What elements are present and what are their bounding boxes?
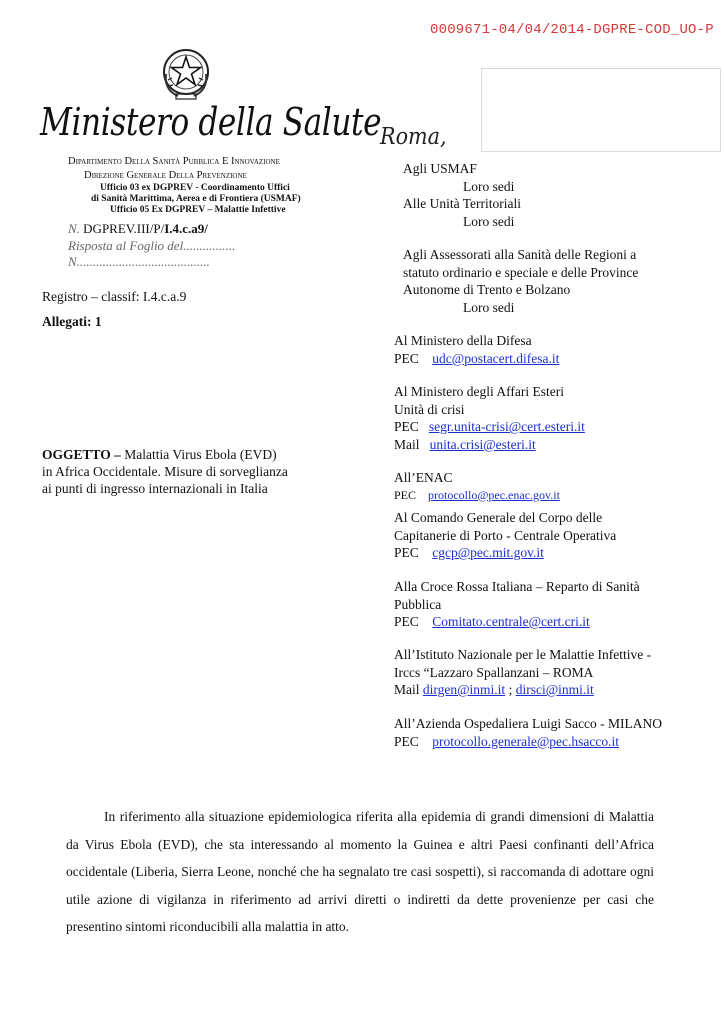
porto-line-1: Al Comando Generale del Corpo delle	[394, 510, 603, 525]
cri-line-2: Pubblica	[394, 596, 442, 612]
sacco-pec-label: PEC	[394, 733, 419, 749]
recipients-group-2	[403, 246, 703, 316]
recipient-enac	[394, 469, 714, 504]
esteri-pec-label: PEC	[394, 419, 419, 434]
ref-n-value: DGPREV.III/P/	[83, 221, 165, 236]
attachments: Allegati: 1	[42, 314, 102, 329]
office-line-3: Ufficio 05 Ex DGPREV – Malattie Infettive	[110, 205, 286, 215]
esteri-name: Al Ministero degli Affari Esteri	[394, 384, 564, 399]
ref-n2-label: N.	[68, 254, 80, 269]
enac-name: All’ENAC	[394, 470, 453, 485]
subject-label: OGGETTO –	[42, 447, 121, 462]
recipient-usmaf: Agli USMAF	[403, 161, 477, 176]
esteri-pec-link[interactable]: segr.unita-crisi@cert.esteri.it	[428, 419, 585, 434]
esteri-mail-label: Mail	[394, 436, 420, 452]
recipient-esteri	[394, 383, 714, 453]
city-date: Roma,	[380, 124, 447, 150]
porto-pec-link[interactable]: cgcp@pec.mit.gov.it	[432, 545, 544, 560]
recipients-group-1	[403, 160, 703, 230]
subject-line-2: in Africa Occidentale. Misure di sorveglianza	[42, 464, 288, 479]
porto-line-2: Capitanerie di Porto - Centrale Operativa	[394, 527, 617, 543]
enac-pec-link[interactable]: protocollo@pec.enac.gov.it	[428, 487, 560, 502]
recipient-cri	[394, 578, 714, 631]
protocol-number: 0009671-04/04/2014-DGPRE-COD_UO-P	[430, 22, 714, 38]
inmi-mail-link-2[interactable]: dirsci@inmi.it	[515, 682, 594, 697]
subject	[42, 446, 288, 497]
recipient-assessorati-sedi: Loro sedi	[463, 299, 515, 315]
recipient-assessorati-3: Autonome di Trento e Bolzano	[403, 282, 571, 297]
difesa-pec-link[interactable]: udc@postacert.difesa.it	[432, 350, 560, 366]
ref-n-label: N.	[68, 221, 80, 236]
ref-n-value-bold: I.4.c.a9/	[164, 221, 208, 236]
reference-number	[68, 221, 208, 237]
body-paragraph: In riferimento alla situazione epidemiologica riferita alla epidemia di grandi dimensioni di Malattia da Virus Ebola (EVD), che sta interessando al momento la Guinea e altri Paesi confinanti dell’Africa occidentale (Liberia, Sierra Leone, nonché che ha segnalato tre casi sospetti), si raccomanda di adottare ogni utile azione di vigilanza in riferimento ad arrivi diretti o indiretti da dette provenienze per casi che presentino sintomi riconducibili alla malattia in atto.	[66, 809, 654, 935]
recipient-assessorati-2: statuto ordinario e speciale e delle Province	[403, 264, 639, 280]
directorate: Direzione Generale Della Prevenzione	[84, 170, 247, 181]
recipient-assessorati-1: Agli Assessorati alla Sanità delle Regioni a	[403, 247, 637, 262]
inmi-mail-link-1[interactable]: dirgen@inmi.it	[422, 682, 506, 697]
cri-line-1: Alla Croce Rossa Italiana – Reparto di Sanità	[394, 579, 640, 594]
ref-n2-dots: ........................................	[79, 254, 210, 269]
reply-reference	[68, 238, 235, 254]
recipient-sacco	[394, 715, 714, 750]
difesa-pec-label: PEC	[394, 350, 419, 366]
reply-dots: ................	[183, 238, 236, 253]
porto-pec-label: PEC	[394, 545, 419, 560]
cri-pec-label: PEC	[394, 614, 419, 629]
recipient-porto	[394, 509, 714, 562]
recipient-inmi	[394, 646, 714, 699]
reply-label: Risposta al Foglio del	[68, 238, 184, 253]
enac-pec-label: PEC	[394, 487, 417, 502]
reply-number	[68, 254, 210, 270]
recipient-difesa	[394, 332, 714, 367]
esteri-unit: Unità di crisi	[394, 401, 465, 417]
inmi-line-2: Irccs “Lazzaro Spallanzani – ROMA	[394, 664, 594, 680]
subject-line-1: Malattia Virus Ebola (EVD)	[124, 447, 277, 462]
department: Dipartimento Della Sanità Pubblica E Innovazione	[68, 156, 280, 167]
sacco-pec-link[interactable]: protocollo.generale@pec.hsacco.it	[432, 733, 619, 749]
inmi-line-1: All’Istituto Nazionale per le Malattie Infettive -	[394, 647, 652, 662]
italian-republic-emblem-icon	[158, 44, 214, 106]
subject-line-3: ai punti di ingresso internazionali in Italia	[42, 481, 268, 496]
sacco-name: All’Azienda Ospedaliera Luigi Sacco - MILANO	[394, 716, 663, 731]
registry: Registro – classif: I.4.c.a.9	[42, 289, 187, 304]
cri-pec-link[interactable]: Comitato.centrale@cert.cri.it	[432, 614, 590, 629]
recipient-territoriali: Alle Unità Territoriali	[403, 196, 522, 211]
ministry-name: Ministero della Salute	[40, 100, 382, 144]
difesa-name: Al Ministero della Difesa	[394, 333, 532, 348]
recipient-territoriali-sedi: Loro sedi	[463, 213, 515, 229]
office-line-1: Ufficio 03 ex DGPREV - Coordinamento Uffici	[100, 183, 290, 193]
inmi-separator: ;	[505, 682, 516, 697]
office-line-2: di Sanità Marittima, Aerea e di Frontiera (USMAF)	[91, 194, 301, 204]
inmi-mail-label: Mail	[394, 682, 420, 697]
stamp-box	[481, 68, 721, 152]
esteri-mail-link[interactable]: unita.crisi@esteri.it	[429, 436, 536, 452]
recipient-usmaf-sedi: Loro sedi	[463, 178, 515, 194]
